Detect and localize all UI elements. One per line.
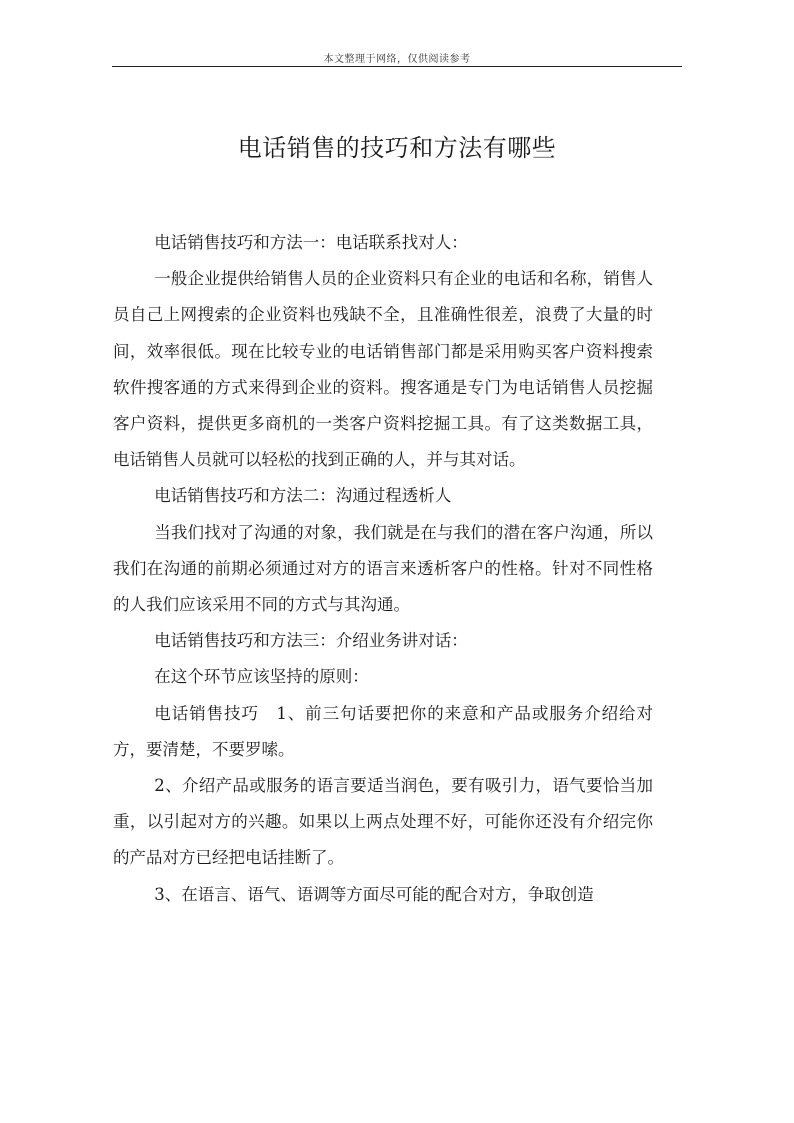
document-title: 电话销售的技巧和方法有哪些	[237, 134, 557, 162]
paragraph: 在这个环节应该坚持的原则：	[154, 667, 369, 687]
section-heading-1: 电话销售技巧和方法一：电话联系找对人：	[154, 233, 468, 252]
section-heading-2: 电话销售技巧和方法二：沟通过程透析人	[154, 486, 452, 506]
list-item: 电话销售技巧 1、前三句话要把你的来意和产品或服务介绍给对方，要清楚，不要罗嗦。	[113, 703, 653, 759]
paragraph: 一般企业提供给销售人员的企业资料只有企业的电话和名称，销售人员自己上网搜索的企业资料也残缺不全，且准确性很差，浪费了大量的时间，效率很低。现在比较专业的电话销售部门都是采用购买客户资料搜索软件搜客通的方式来得到企业的资料。搜客通是专门为电话销售人员挖掘客户资料，提供更多商机的一类客户资料挖掘工具。有了这类数据工具，电话销售人员就可以轻松的找到正确的人，并与其对话。	[113, 269, 653, 470]
list-item: 2、介绍产品或服务的语言要适当润色，要有吸引力，语气要恰当加重，以引起对方的兴趣。如果以上两点处理不好，可能你还没有介绍完你的产品对方已经把电话挂断了。	[113, 776, 653, 868]
header-divider	[112, 66, 682, 67]
list-item: 3、在语言、语气、语调等方面尽可能的配合对方，争取创造	[154, 884, 594, 904]
document-body	[113, 225, 653, 913]
paragraph: 当我们找对了沟通的对象，我们就是在与我们的潜在客户沟通，所以我们在沟通的前期必须通过对方的语言来透析客户的性格。针对不同性格的人我们应该采用不同的方式与其沟通。	[113, 522, 653, 615]
section-heading-3: 电话销售技巧和方法三：介绍业务讲对话：	[154, 631, 468, 651]
page-header-note: 本文整理于网络，仅供阅读参考	[323, 54, 471, 65]
